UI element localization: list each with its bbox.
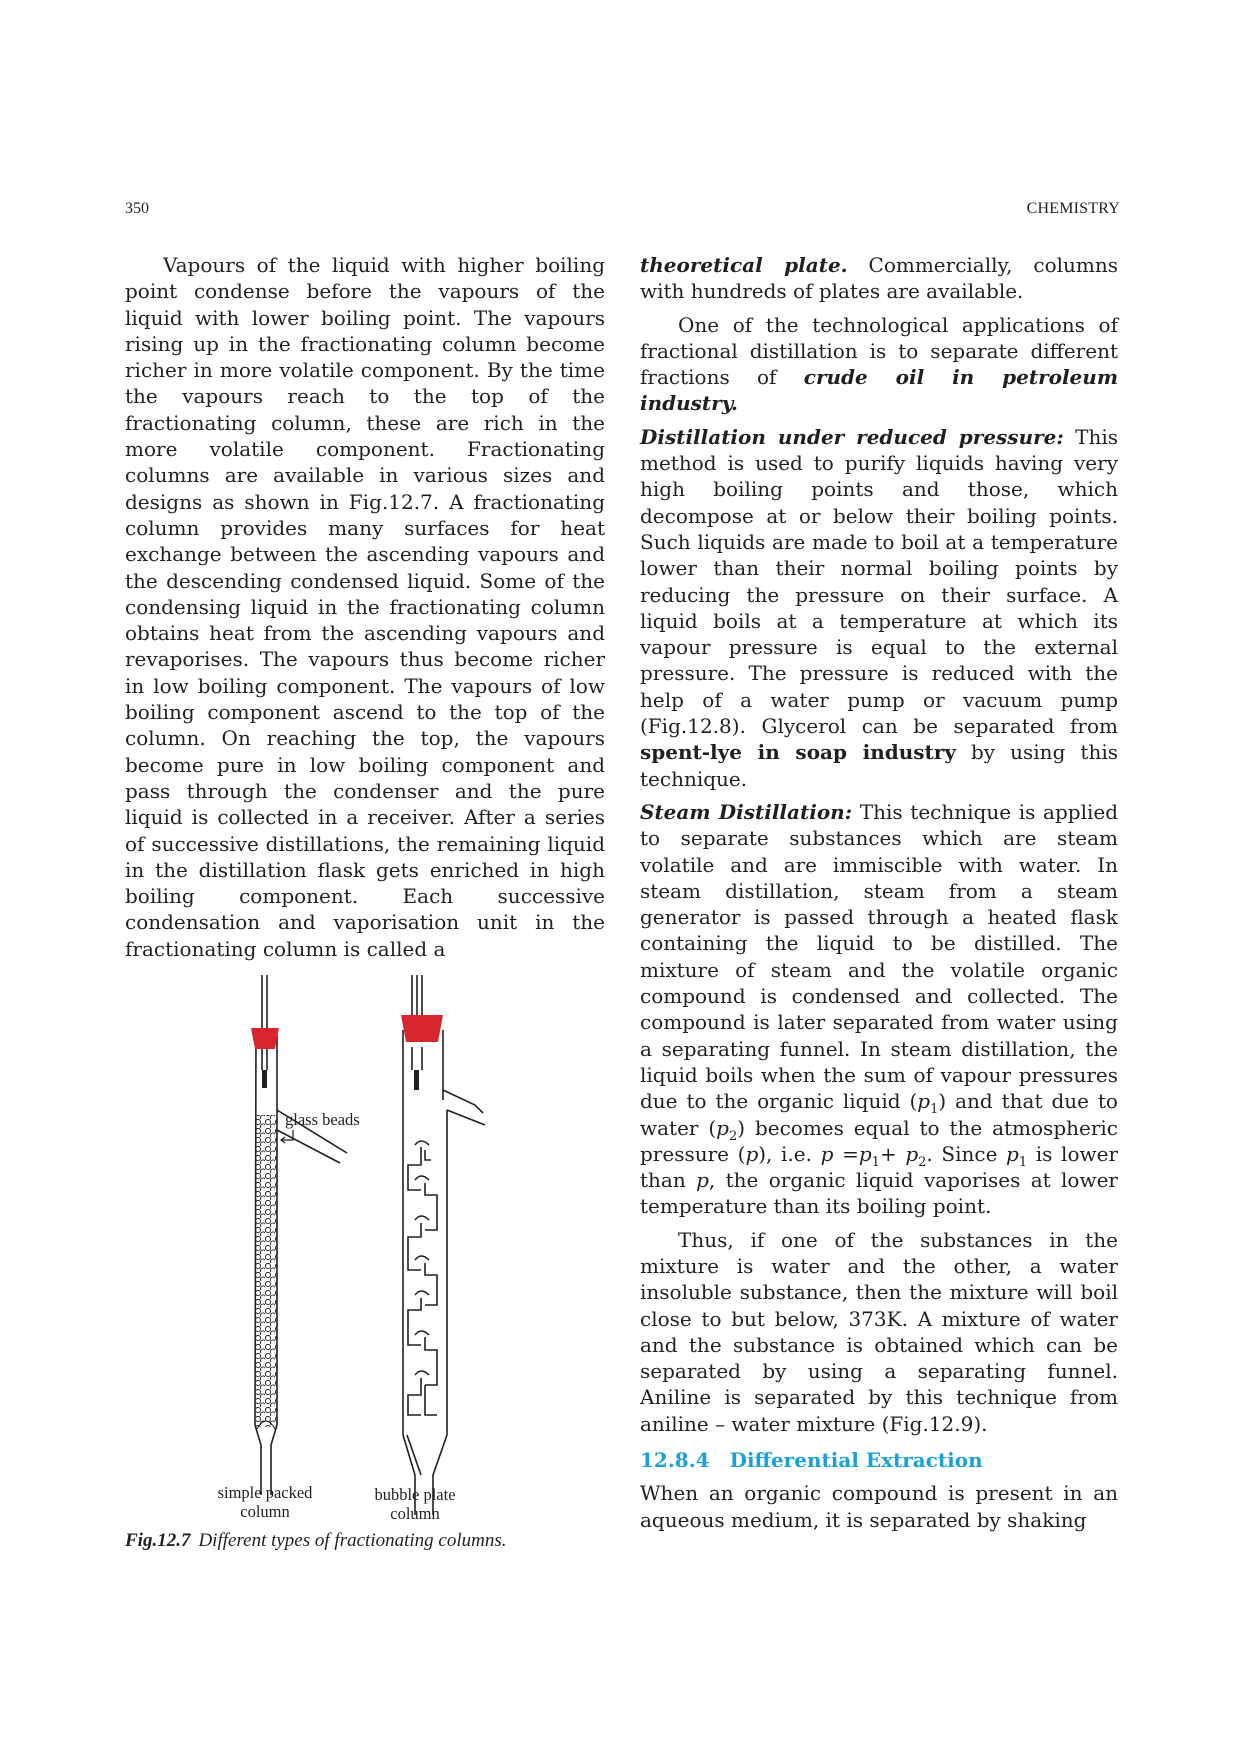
right-column bbox=[640, 252, 1118, 1533]
label-glass-beads: glass beads bbox=[285, 1110, 360, 1129]
figure-caption bbox=[125, 1530, 506, 1552]
paragraph-steam-distillation bbox=[640, 799, 1118, 1220]
label-line: bubble plate bbox=[374, 1485, 456, 1504]
var-p: p bbox=[745, 1141, 759, 1166]
label-simple-packed-column bbox=[195, 1483, 335, 1521]
fractionating-columns-diagram bbox=[125, 975, 605, 1535]
var-p: p bbox=[858, 1141, 872, 1166]
paragraph-reduced-pressure bbox=[640, 424, 1118, 792]
text: + bbox=[879, 1141, 906, 1166]
var-p: p bbox=[820, 1141, 834, 1166]
rubber-stopper-left bbox=[251, 1028, 279, 1049]
label-line: column bbox=[240, 1502, 290, 1521]
text: = bbox=[833, 1141, 859, 1166]
var-p: p bbox=[917, 1089, 931, 1114]
subscript: 2 bbox=[918, 1154, 927, 1170]
label-line: simple packed bbox=[217, 1483, 313, 1502]
text: by using this technique. bbox=[640, 740, 1118, 791]
left-column bbox=[125, 252, 605, 962]
simple-packed-column bbox=[255, 975, 347, 1495]
paragraph-fractional-distillation: Vapours of the liquid with higher boiling point condense before the vapours of the liquid with lower boiling point. The vapours rising up in the fractionating column become richer in more volatile component. By the time the vapours reach to the top of the fractionating column, these are rich in the more volatile component. Fractionating columns are available in various sizes and designs as shown in Fig.12.7. A fractionating column provides many surfaces for heat exchange between the ascending vapours and the descending condensed liquid. Some of the condensing liquid in the fractionating column obtains heat from the ascending vapours and revaporises. The vapours thus become richer in low boiling component. The vapours of low boiling component ascend to the top of the column. On reaching the top, the vapours become pure in low boiling component and pass through the condenser and the pure liquid is collected in a receiver. After a series of successive distillations, the remaining liquid in the distillation flask gets enriched in high boiling component. Each successive condensation and vaporisation unit in the fractionating column is called a bbox=[125, 253, 605, 961]
section-title: Differential Extraction bbox=[729, 1448, 983, 1473]
heading-reduced-pressure: Distillation under reduced pressure: bbox=[640, 424, 1064, 449]
term-theoretical-plate: theoretical plate. bbox=[640, 253, 848, 277]
paragraph-crude-oil bbox=[640, 312, 1118, 417]
paragraph-differential-extraction: When an organic compound is present in an aqueous medium, it is separated by shaking bbox=[640, 1481, 1118, 1532]
subscript: 2 bbox=[728, 1128, 738, 1144]
rubber-stopper-right bbox=[401, 1015, 443, 1042]
bubble-plate-column bbox=[403, 975, 485, 1515]
text: This technique is applied to separate substances which are steam volatile and are immiscible with water. In steam distillation, steam from a steam generator is passed through a heated flask containing the liquid to be distilled. The mixture of steam and the volatile organic compound is condensed and collected. The compound is later separated from water using a separating funnel. In steam distillation, the liquid boils when the sum of vapour pressures due to the organic liquid ( bbox=[640, 799, 1119, 1114]
subscript: 1 bbox=[930, 1102, 939, 1118]
term-crude-oil: crude oil in petroleum industry. bbox=[640, 365, 1118, 416]
text: One of the technological applications of fractional distillation is to separate different fractions of bbox=[640, 312, 1118, 390]
text: . Since bbox=[926, 1141, 1007, 1166]
var-p: p bbox=[696, 1168, 709, 1193]
figure-caption-text: Different types of fractionating columns. bbox=[198, 1530, 507, 1551]
text: ), i.e. bbox=[758, 1141, 821, 1166]
label-line: column bbox=[390, 1504, 440, 1523]
text: Commercially, columns with hundreds of plates are available. bbox=[640, 253, 1119, 304]
figure-number: Fig.12.7 bbox=[125, 1530, 191, 1551]
text: ) becomes equal to the atmospheric pressure ( bbox=[640, 1115, 1118, 1166]
subscript: 1 bbox=[871, 1154, 880, 1170]
var-p: p bbox=[716, 1115, 729, 1140]
var-p: p bbox=[1006, 1141, 1019, 1166]
text: is lower than bbox=[640, 1141, 1119, 1193]
text: , the organic liquid vaporises at lower temperature than its boiling point. bbox=[640, 1168, 1118, 1219]
var-p: p bbox=[905, 1141, 919, 1166]
figure-fractionating-columns bbox=[125, 975, 605, 1565]
page-number: 350 bbox=[125, 200, 149, 217]
paragraph-thus: Thus, if one of the substances in the mixture is water and the other, a water insoluble substance, then the mixture will boil close to but below, 373K. A mixture of water and the substance is obtained which can be separated by using a separating funnel. Aniline is separated by this technique from aniline – water mixture (Fig.12.9). bbox=[640, 1227, 1118, 1436]
paragraph-theoretical-plate bbox=[640, 252, 1118, 305]
label-bubble-plate-column bbox=[350, 1485, 480, 1523]
section-heading-differential-extraction bbox=[640, 1447, 1118, 1473]
running-head: CHEMISTRY bbox=[1026, 200, 1120, 217]
section-number: 12.8.4 bbox=[640, 1448, 710, 1473]
heading-steam-distillation: Steam Distillation: bbox=[640, 799, 853, 824]
text: ) and that due to water ( bbox=[640, 1089, 1118, 1140]
term-spent-lye: spent-lye in soap industry bbox=[640, 740, 956, 765]
text: This method is used to purify liquids having very high boiling points and those, which decompose at or below their boiling points. Such liquids are made to boil at a temperature lower than their normal boiling points by reducing the pressure on their surface. A liquid boils at a temperature at which its vapour pressure is equal to the external pressure. The pressure is reduced with the help of a water pump or vacuum pump (Fig.12.8). Glycerol can be separated from bbox=[640, 424, 1118, 739]
subscript: 1 bbox=[1018, 1154, 1028, 1170]
